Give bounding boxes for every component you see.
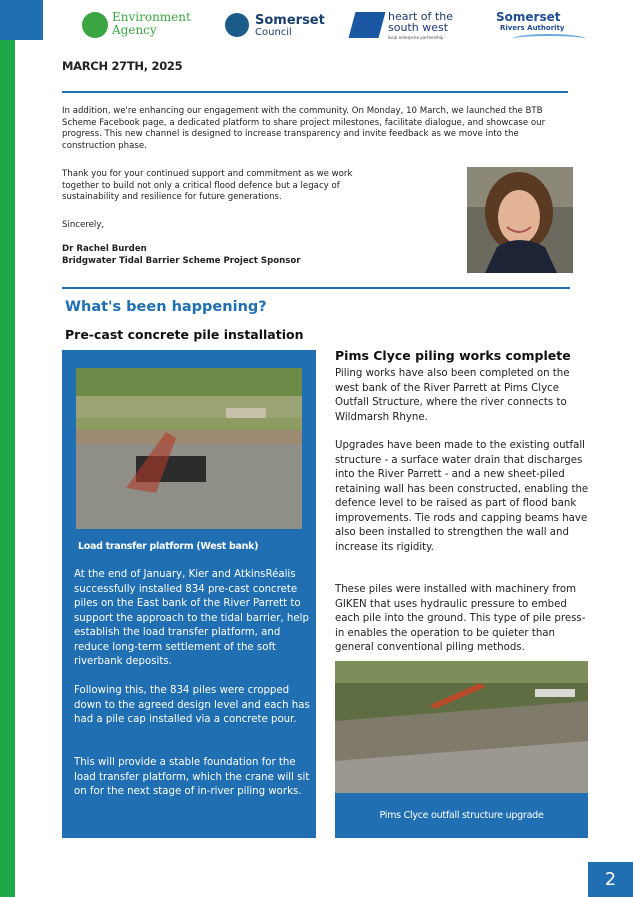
signer-name: Dr Rachel Burden: [62, 244, 147, 254]
right-paragraph: Upgrades have been made to the existing outfall structure - a surface water drain that discharges into the River Parrett - and a new sheet-piled retaining wall has been constructed, enabling the defence level to be raised as part of flood bank improvements. Tie rods and capping beams have also been installed to strengthen the wall and increase its rigidity.: [335, 440, 589, 553]
page-number: 2: [588, 862, 633, 897]
partner-logos: [70, 4, 590, 48]
signer-title: Bridgwater Tidal Barrier Scheme Project Sponsor: [62, 256, 301, 266]
letter-closing: Sincerely,: [62, 220, 105, 230]
letter-paragraph: Thank you for your continued support and commitment as we work together to build not only a critical flood defence but a legacy of sustainability and resilience for future generations.: [62, 169, 353, 203]
somerset-council-icon: [225, 13, 249, 37]
feature-panel: [62, 350, 316, 838]
left-photo-caption: Load transfer platform (West bank): [78, 541, 259, 552]
letter-paragraph: In addition, we're enhancing our engagement with the community. On Monday, 10 March, we launched the BTB Scheme Facebook page, a dedicated platform to share project milestones, facilitate dialogue, and showcase our progress. This new channel is designed to increase transparency and invite feedback as we move into the construction phase.: [62, 106, 546, 151]
divider: [62, 91, 568, 93]
somerset-council-logo: Somerset Council: [225, 4, 325, 48]
newsletter-date: MARCH 27TH, 2025: [62, 59, 183, 73]
left-subheading: Pre-cast concrete pile installation: [65, 327, 304, 342]
left-paragraph: This will provide a stable foundation for the load transfer platform, which the crane will sit on for the next stage of in-river piling works.: [74, 757, 310, 797]
somerset-rivers-authority-logo: Somerset Rivers Authority: [492, 4, 592, 48]
load-transfer-platform-photo: [76, 368, 302, 529]
sponsor-portrait-photo: [467, 167, 573, 273]
divider: [62, 287, 570, 289]
heart-of-south-west-icon: [349, 12, 386, 38]
corner-block: [0, 0, 43, 40]
right-paragraph: These piles were installed with machinery from GIKEN that uses hydraulic pressure to embed each pile into the ground. This type of pile press-in enables the operation to be quieter than general conventional piling methods.: [335, 584, 586, 653]
heart-of-south-west-logo: heart of the south west local enterprise partnership: [352, 4, 462, 48]
right-subheading: Pims Clyce piling works complete: [335, 348, 571, 363]
section-heading: What's been happening?: [65, 299, 267, 315]
left-paragraph: Following this, the 834 piles were cropped down to the agreed design level and each has had a pile cap installed via a concrete pour.: [74, 685, 310, 725]
outfall-structure-photo: [335, 661, 588, 793]
environment-agency-icon: [82, 12, 108, 38]
environment-agency-logo: Environment Agency: [82, 4, 192, 48]
right-paragraph: Piling works have also been completed on the west bank of the River Parrett at Pims Clyce Outfall Structure, where the river connects to Wildmarsh Rhyne.: [335, 368, 570, 423]
left-paragraph: At the end of January, Kier and AtkinsRéalis successfully installed 834 pre-cast concrete piles on the East bank of the River Parrett to support the approach to the tidal barrier, help establish the load transfer platform, and reduce long-term settlement of the soft riverbank deposits.: [74, 569, 309, 667]
side-accent-bar: [0, 40, 15, 897]
swoosh-icon: [512, 34, 586, 44]
right-photo-caption: Pims Clyce outfall structure upgrade: [335, 793, 588, 838]
